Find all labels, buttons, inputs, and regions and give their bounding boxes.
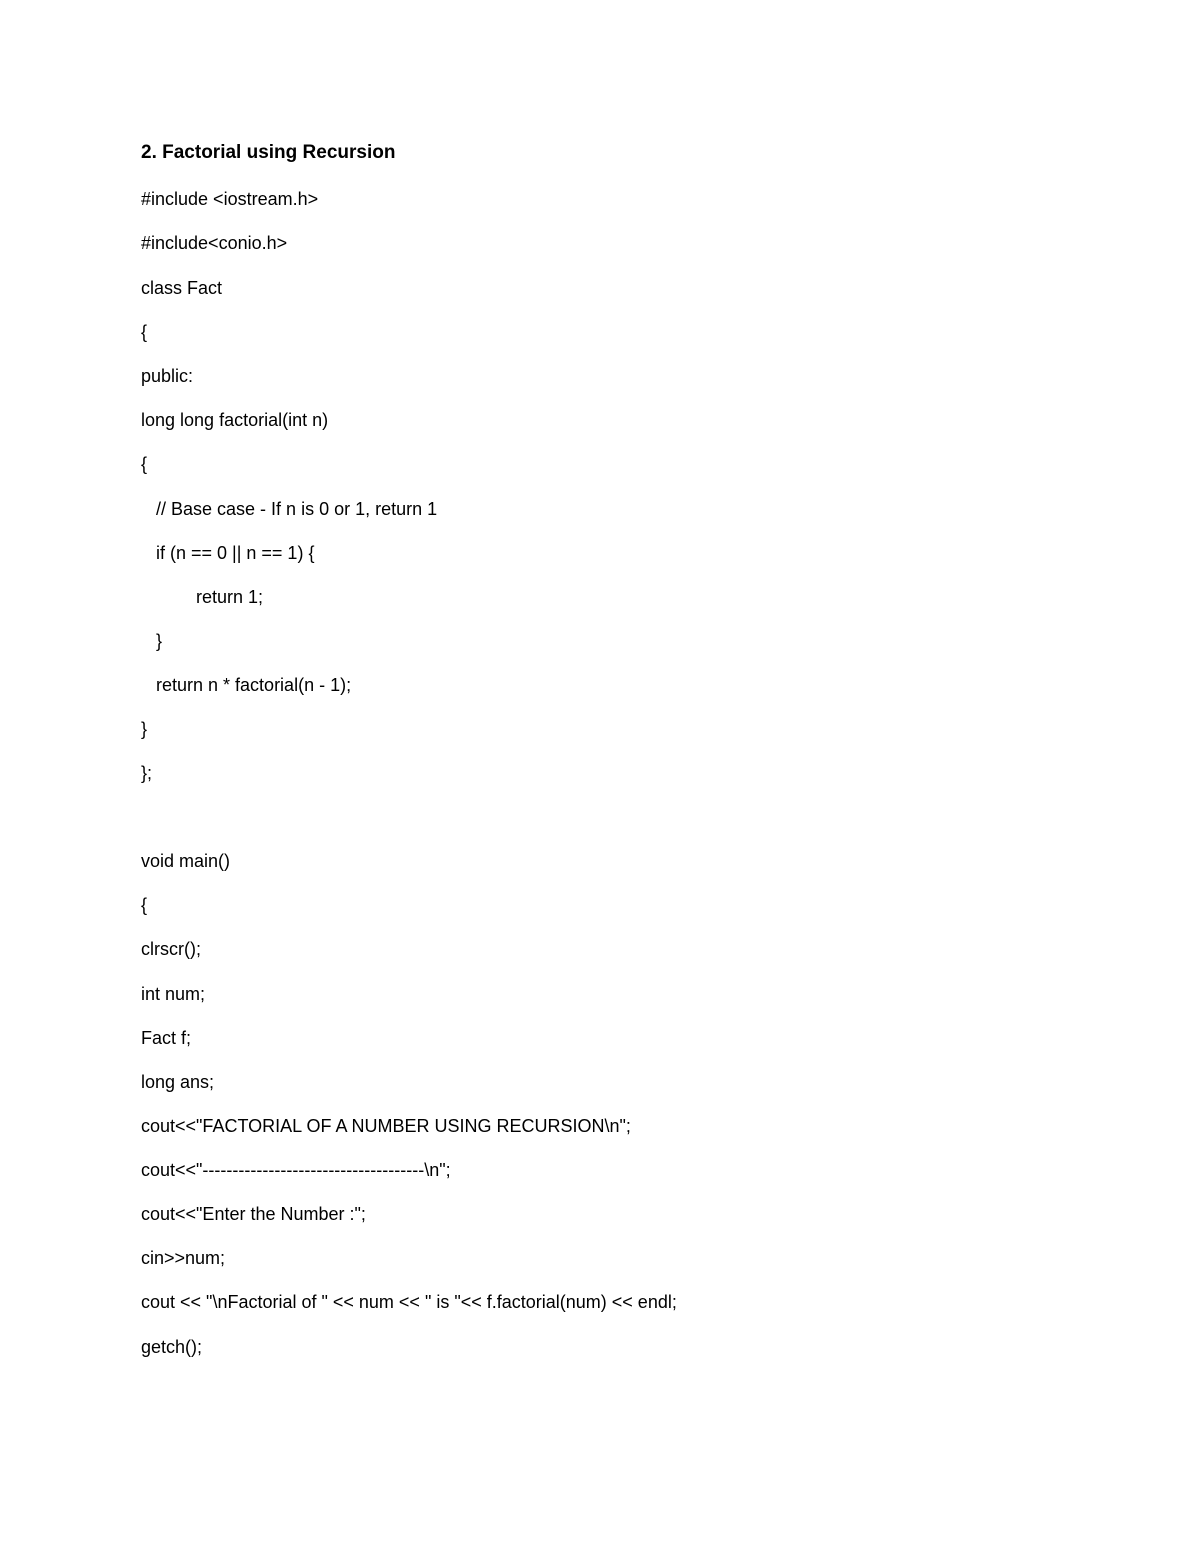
code-line: getch(); (141, 1337, 203, 1357)
code-line: Fact f; (141, 1028, 192, 1048)
code-line: { (141, 322, 148, 342)
code-line: cin>>num; (141, 1248, 226, 1268)
code-line: cout<<"Enter the Number :"; (141, 1204, 366, 1224)
code-line: // Base case - If n is 0 or 1, return 1 (141, 499, 438, 519)
code-line: void main() (141, 851, 231, 871)
code-line: }; (141, 763, 153, 783)
code-line: } (141, 631, 163, 651)
code-line: return 1; (141, 587, 264, 607)
code-line: return n * factorial(n - 1); (141, 675, 352, 695)
code-line: long long factorial(int n) (141, 410, 329, 430)
code-line: public: (141, 366, 194, 386)
code-line: int num; (141, 984, 206, 1004)
section-heading: 2. Factorial using Recursion (141, 142, 396, 163)
code-line: } (141, 719, 148, 739)
code-line: #include <iostream.h> (141, 189, 319, 209)
code-line: #include<conio.h> (141, 233, 288, 253)
code-line: cout<<"FACTORIAL OF A NUMBER USING RECURSION\n"; (141, 1116, 631, 1136)
code-line: class Fact (141, 278, 223, 298)
code-line: long ans; (141, 1072, 215, 1092)
code-line: clrscr(); (141, 939, 201, 959)
code-line: { (141, 895, 148, 915)
code-line: if (n == 0 || n == 1) { (141, 543, 315, 563)
code-line: { (141, 454, 148, 474)
code-line: cout << "\nFactorial of " << num << " is "<< f.factorial(num) << endl; (141, 1292, 677, 1312)
code-line: cout<<"-------------------------------------\n"; (141, 1160, 451, 1180)
